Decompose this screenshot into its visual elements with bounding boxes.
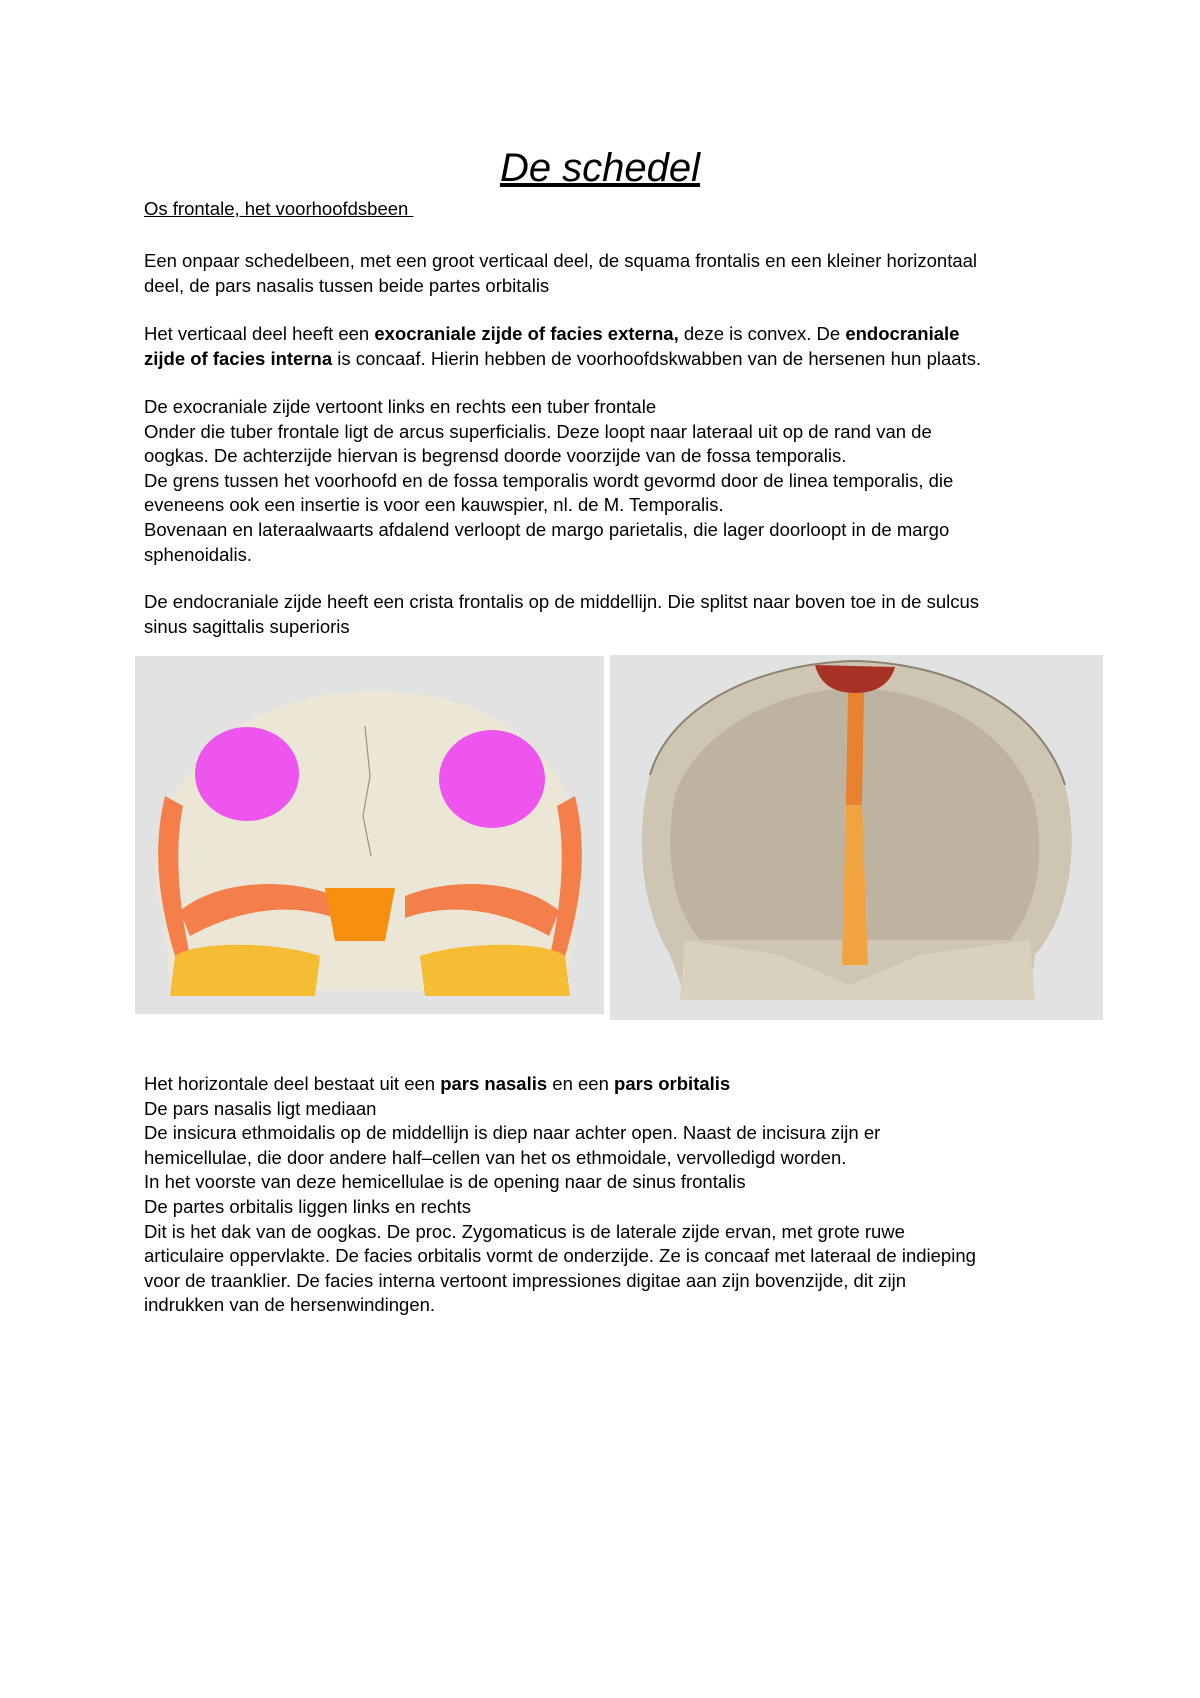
frontal-bone-external-figure: [135, 656, 604, 1014]
text-line: oogkas. De achterzijde hiervan is begrensd doorde voorzijde van de fossa temporalis.: [144, 445, 847, 467]
text-line: Onder die tuber frontale ligt de arcus superficialis. Deze loopt naar lateraal uit op de rand van de: [144, 420, 932, 442]
frontal-bone-internal-view-icon: [610, 655, 1103, 1020]
text-line: De grens tussen het voorhoofd en de fossa temporalis wordt gevormd door de linea temporalis, die: [144, 469, 954, 491]
text-line: Het verticaal deel heeft een exocraniale zijde of facies externa, deze is convex. De endocraniale: [144, 323, 960, 344]
text-line: eveneens ook een insertie is voor een kauwspier, nl. de M. Temporalis.: [144, 494, 724, 516]
frontal-bone-internal-figure: [610, 655, 1103, 1020]
paragraph-exocranial: [144, 395, 1064, 567]
text-line: sphenoidalis.: [144, 543, 252, 565]
text-line: articulaire oppervlakte. De facies orbitalis vormt de onderzijde. Ze is concaaf met lateraal de indieping: [144, 1245, 976, 1267]
orbit-right: [420, 945, 570, 996]
text-line: sinus sagittalis superioris: [144, 615, 350, 637]
text-line: In het voorste van deze hemicellulae is de opening naar de sinus frontalis: [144, 1171, 746, 1193]
text-line: Bovenaan en lateraalwaarts afdalend verloopt de margo parietalis, die lager doorloopt in de margo: [144, 518, 950, 540]
text-line: De insicura ethmoidalis op de middellijn is diep naar achter open. Naast de incisura zijn er: [144, 1122, 881, 1144]
text-line: deel, de pars nasalis tussen beide partes orbitalis: [144, 274, 550, 296]
text-line: voor de traanklier. De facies interna vertoont impressiones digitae aan zijn bovenzijde, dit zijn: [144, 1269, 906, 1291]
text-line: Het horizontale deel bestaat uit een pars nasalis en een pars orbitalis: [144, 1073, 731, 1094]
tuber-frontale-left: [195, 727, 299, 821]
text-line: De exocraniale zijde vertoont links en rechts een tuber frontale: [144, 396, 657, 417]
text-line: hemicellulae, die door andere half–cellen van het os ethmoidale, vervolledigd worden.: [144, 1146, 847, 1168]
paragraph-intro: [144, 249, 1064, 298]
paragraph-horizontal-part: [144, 1072, 1064, 1318]
frontal-bone-external-view-icon: [135, 656, 604, 1014]
text-line: zijde of facies interna is concaaf. Hierin hebben de voorhoofdskwabben van de hersenen hun plaats.: [144, 347, 982, 369]
page-title: De schedel: [499, 146, 701, 190]
text-line: De endocraniale zijde heeft een crista frontalis op de middellijn. Die splitst naar boven toe in de sulcus: [144, 591, 980, 612]
text-line: indrukken van de hersenwindingen.: [144, 1294, 436, 1316]
paragraph-endocranial: [144, 590, 1064, 639]
paragraph-vertical-part: [144, 322, 1064, 371]
sulcus-upper: [846, 693, 864, 805]
pars-nasalis: [325, 888, 395, 941]
tuber-frontale-right: [439, 730, 545, 828]
text-line: De pars nasalis ligt mediaan: [144, 1097, 377, 1119]
section-heading: Os frontale, het voorhoofdsbeen: [144, 198, 414, 219]
text-line: De partes orbitalis liggen links en rechts: [144, 1195, 471, 1217]
text-line: Dit is het dak van de oogkas. De proc. Zygomaticus is de laterale zijde ervan, met grote ruwe: [144, 1220, 905, 1242]
text-line: Een onpaar schedelbeen, met een groot verticaal deel, de squama frontalis en een kleiner horizontaal: [144, 250, 978, 271]
orbit-left: [170, 945, 320, 996]
